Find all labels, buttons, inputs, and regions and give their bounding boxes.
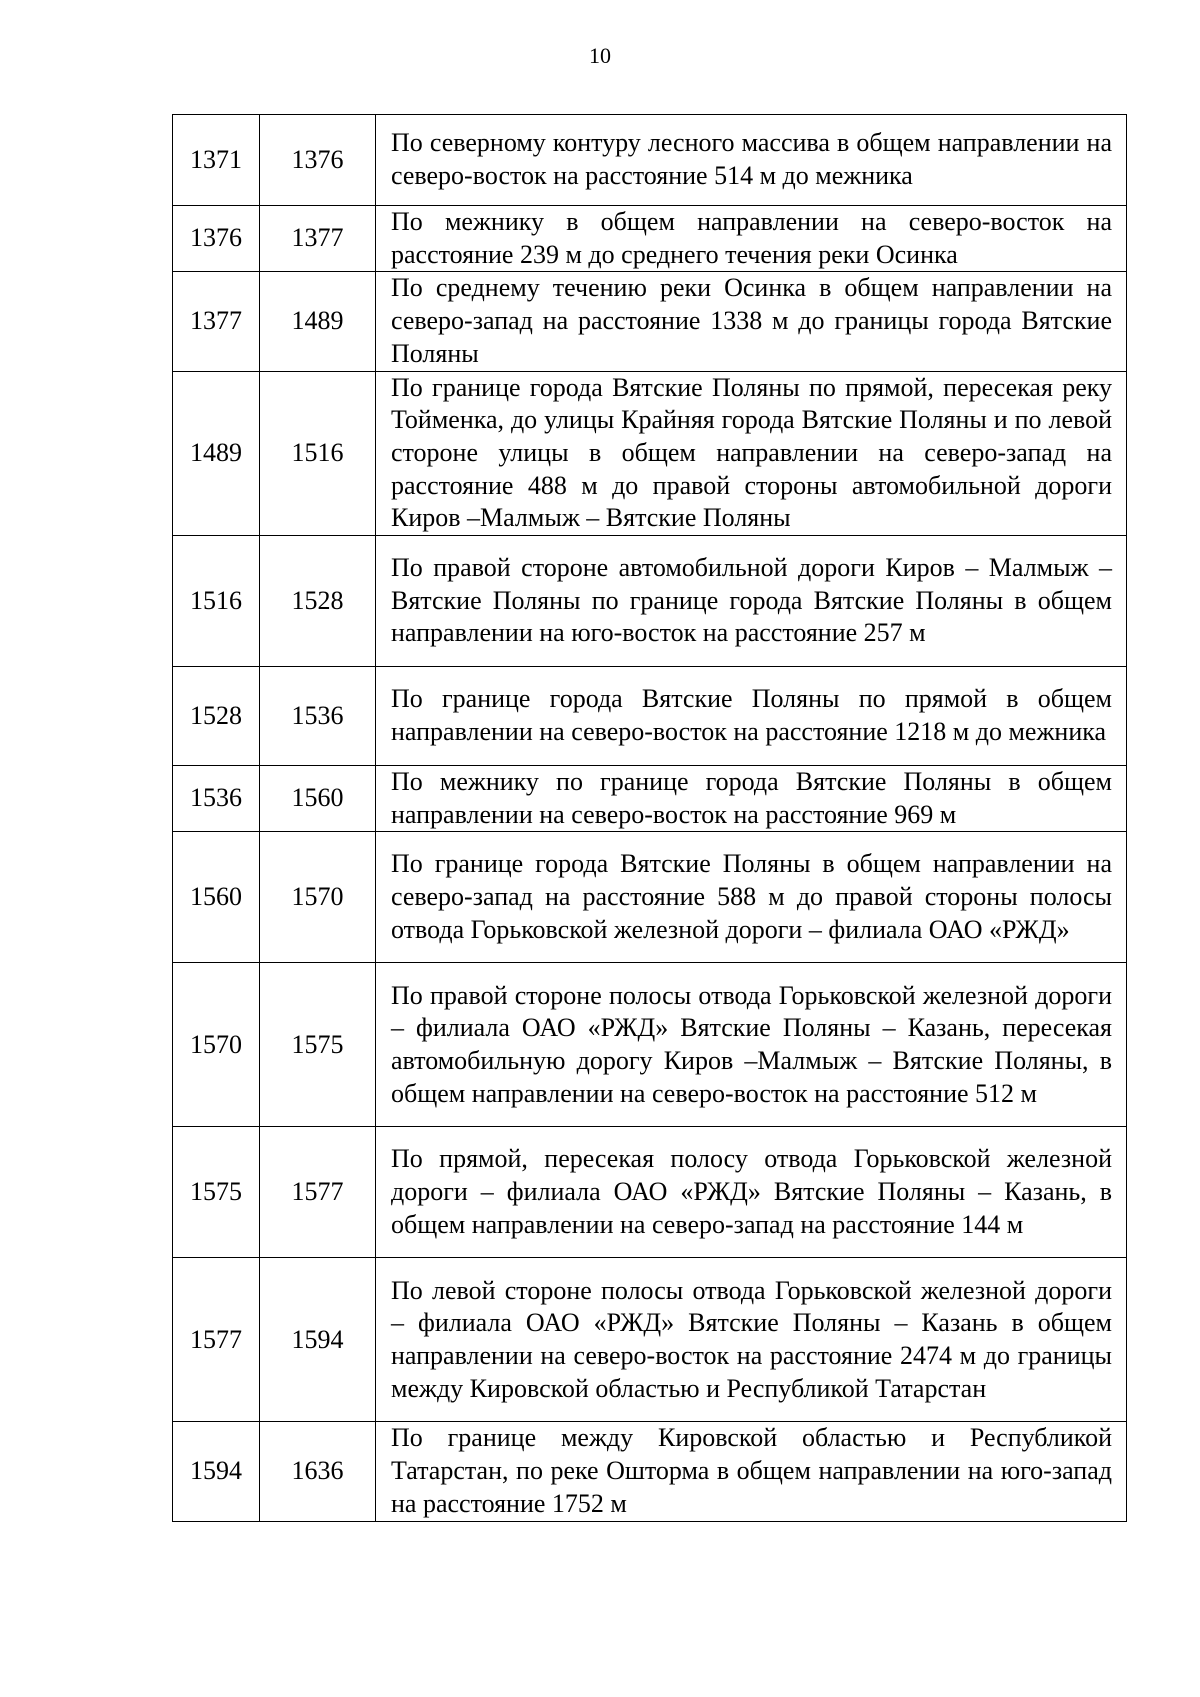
table-row [173,1422,1127,1521]
point-to: 1516 [260,371,376,536]
point-from: 1516 [173,536,260,667]
segment-description: По границе между Кировской областью и Республикой Татарстан, по реке Ошторма в общем направлении на юго-запад на расстояние 1752 м [376,1422,1127,1521]
table-row [173,115,1127,206]
table-row [173,667,1127,766]
point-from: 1560 [173,832,260,963]
segment-description: По правой стороне автомобильной дороги Киров – Малмыж – Вятские Поляны по границе города Вятские Поляны в общем направлении на юго-восток на расстояние 257 м [376,536,1127,667]
segment-description: По границе города Вятские Поляны в общем направлении на северо-запад на расстояние 588 м до правой стороны полосы отвода Горьковской железной дороги – филиала ОАО «РЖД» [376,832,1127,963]
point-from: 1489 [173,371,260,536]
point-to: 1594 [260,1258,376,1422]
point-to: 1577 [260,1127,376,1258]
point-to: 1575 [260,963,376,1127]
segment-description: По северному контуру лесного массива в общем направлении на северо-восток на расстояние 514 м до межника [376,115,1127,206]
table-row [173,206,1127,272]
segment-description: По среднему течению реки Осинка в общем направлении на северо-запад на расстояние 1338 м до границы города Вятские Поляны [376,272,1127,371]
table-row [173,536,1127,667]
point-to: 1528 [260,536,376,667]
point-to: 1536 [260,667,376,766]
point-to: 1376 [260,115,376,206]
point-to: 1377 [260,206,376,272]
table-row [173,371,1127,536]
point-to: 1570 [260,832,376,963]
point-from: 1377 [173,272,260,371]
table-row [173,1258,1127,1422]
point-from: 1570 [173,963,260,1127]
boundary-table-body [173,115,1127,1522]
segment-description: По границе города Вятские Поляны по прямой в общем направлении на северо-восток на расстояние 1218 м до межника [376,667,1127,766]
table-row [173,272,1127,371]
table-row [173,963,1127,1127]
point-to: 1489 [260,272,376,371]
point-to: 1636 [260,1422,376,1521]
segment-description: По межнику в общем направлении на северо-восток на расстояние 239 м до среднего течения реки Осинка [376,206,1127,272]
point-from: 1594 [173,1422,260,1521]
point-from: 1575 [173,1127,260,1258]
page-number: 10 [589,43,611,68]
segment-description: По межнику по границе города Вятские Поляны в общем направлении на северо-восток на расстояние 969 м [376,766,1127,832]
point-to: 1560 [260,766,376,832]
point-from: 1536 [173,766,260,832]
boundary-table [172,114,1127,1522]
table-row [173,832,1127,963]
point-from: 1528 [173,667,260,766]
segment-description: По прямой, пересекая полосу отвода Горьковской железной дороги – филиала ОАО «РЖД» Вятские Поляны – Казань, в общем направлении на северо-запад на расстояние 144 м [376,1127,1127,1258]
table-row [173,1127,1127,1258]
table-row [173,766,1127,832]
point-from: 1577 [173,1258,260,1422]
point-from: 1371 [173,115,260,206]
point-from: 1376 [173,206,260,272]
segment-description: По левой стороне полосы отвода Горьковской железной дороги – филиала ОАО «РЖД» Вятские Поляны – Казань в общем направлении на северо-восток на расстояние 2474 м до границы между Кировской областью и Республикой Татарстан [376,1258,1127,1422]
segment-description: По правой стороне полосы отвода Горьковской железной дороги – филиала ОАО «РЖД» Вятские Поляны – Казань, пересекая автомобильную дорогу Киров –Малмыж – Вятские Поляны, в общем направлении на северо-восток на расстояние 512 м [376,963,1127,1127]
segment-description: По границе города Вятские Поляны по прямой, пересекая реку Тойменка, до улицы Крайняя города Вятские Поляны и по левой стороне улицы в общем направлении на северо-запад на расстояние 488 м до правой стороны автомобильной дороги Киров –Малмыж – Вятские Поляны [376,371,1127,536]
